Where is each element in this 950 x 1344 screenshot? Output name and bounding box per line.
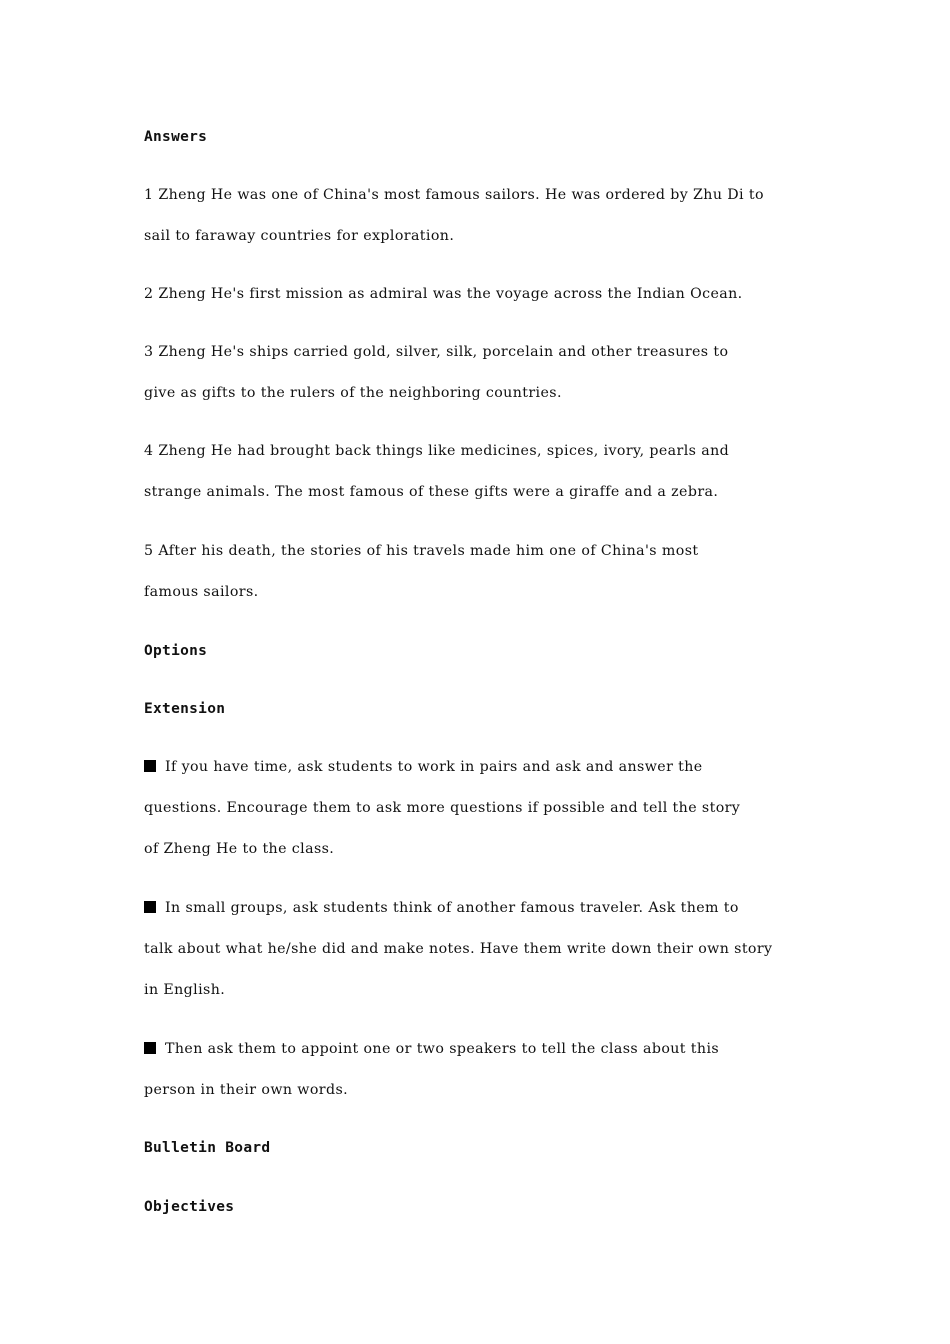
extension-item-2-line-2: talk about what he/she did and make notes. Have them write down their own story (144, 941, 773, 957)
answer-1-line-1: 1 Zheng He was one of China's most famous sailors. He was ordered by Zhu Di to (144, 187, 764, 203)
answer-3-line-1: 3 Zheng He's ships carried gold, silver, silk, porcelain and other treasures to (144, 344, 729, 360)
extension-item-1-line-1 (144, 757, 703, 777)
extension-item-2-text: In small groups, ask students think of another famous traveler. Ask them to (165, 900, 739, 916)
answer-5-line-2: famous sailors. (144, 584, 259, 600)
extension-item-1-line-3: of Zheng He to the class. (144, 841, 335, 857)
extension-item-3-text: Then ask them to appoint one or two speakers to tell the class about this (165, 1041, 720, 1057)
extension-item-3-line-2: person in their own words. (144, 1082, 349, 1098)
extension-heading: Extension (144, 701, 226, 717)
extension-item-2-line-3: in English. (144, 982, 226, 998)
bullet-square-icon (144, 760, 156, 772)
answer-4-line-2: strange animals. The most famous of these gifts were a giraffe and a zebra. (144, 484, 719, 500)
answer-4-line-1: 4 Zheng He had brought back things like medicines, spices, ivory, pearls and (144, 443, 730, 459)
extension-item-1-line-2: questions. Encourage them to ask more questions if possible and tell the story (144, 800, 741, 816)
extension-item-1-text: If you have time, ask students to work in pairs and ask and answer the (165, 759, 703, 775)
answers-heading: Answers (144, 129, 208, 145)
answer-3-line-2: give as gifts to the rulers of the neighboring countries. (144, 385, 562, 401)
options-heading: Options (144, 643, 208, 659)
objectives-heading: Objectives (144, 1199, 235, 1215)
answer-2-line-1: 2 Zheng He's first mission as admiral was the voyage across the Indian Ocean. (144, 286, 743, 302)
extension-item-2-line-1 (144, 898, 739, 918)
bullet-square-icon (144, 1042, 156, 1054)
bullet-square-icon (144, 901, 156, 913)
extension-item-3-line-1 (144, 1039, 719, 1059)
bulletin-board-heading: Bulletin Board (144, 1140, 271, 1156)
answer-5-line-1: 5 After his death, the stories of his travels made him one of China's most (144, 543, 699, 559)
answer-1-line-2: sail to faraway countries for exploration. (144, 228, 455, 244)
